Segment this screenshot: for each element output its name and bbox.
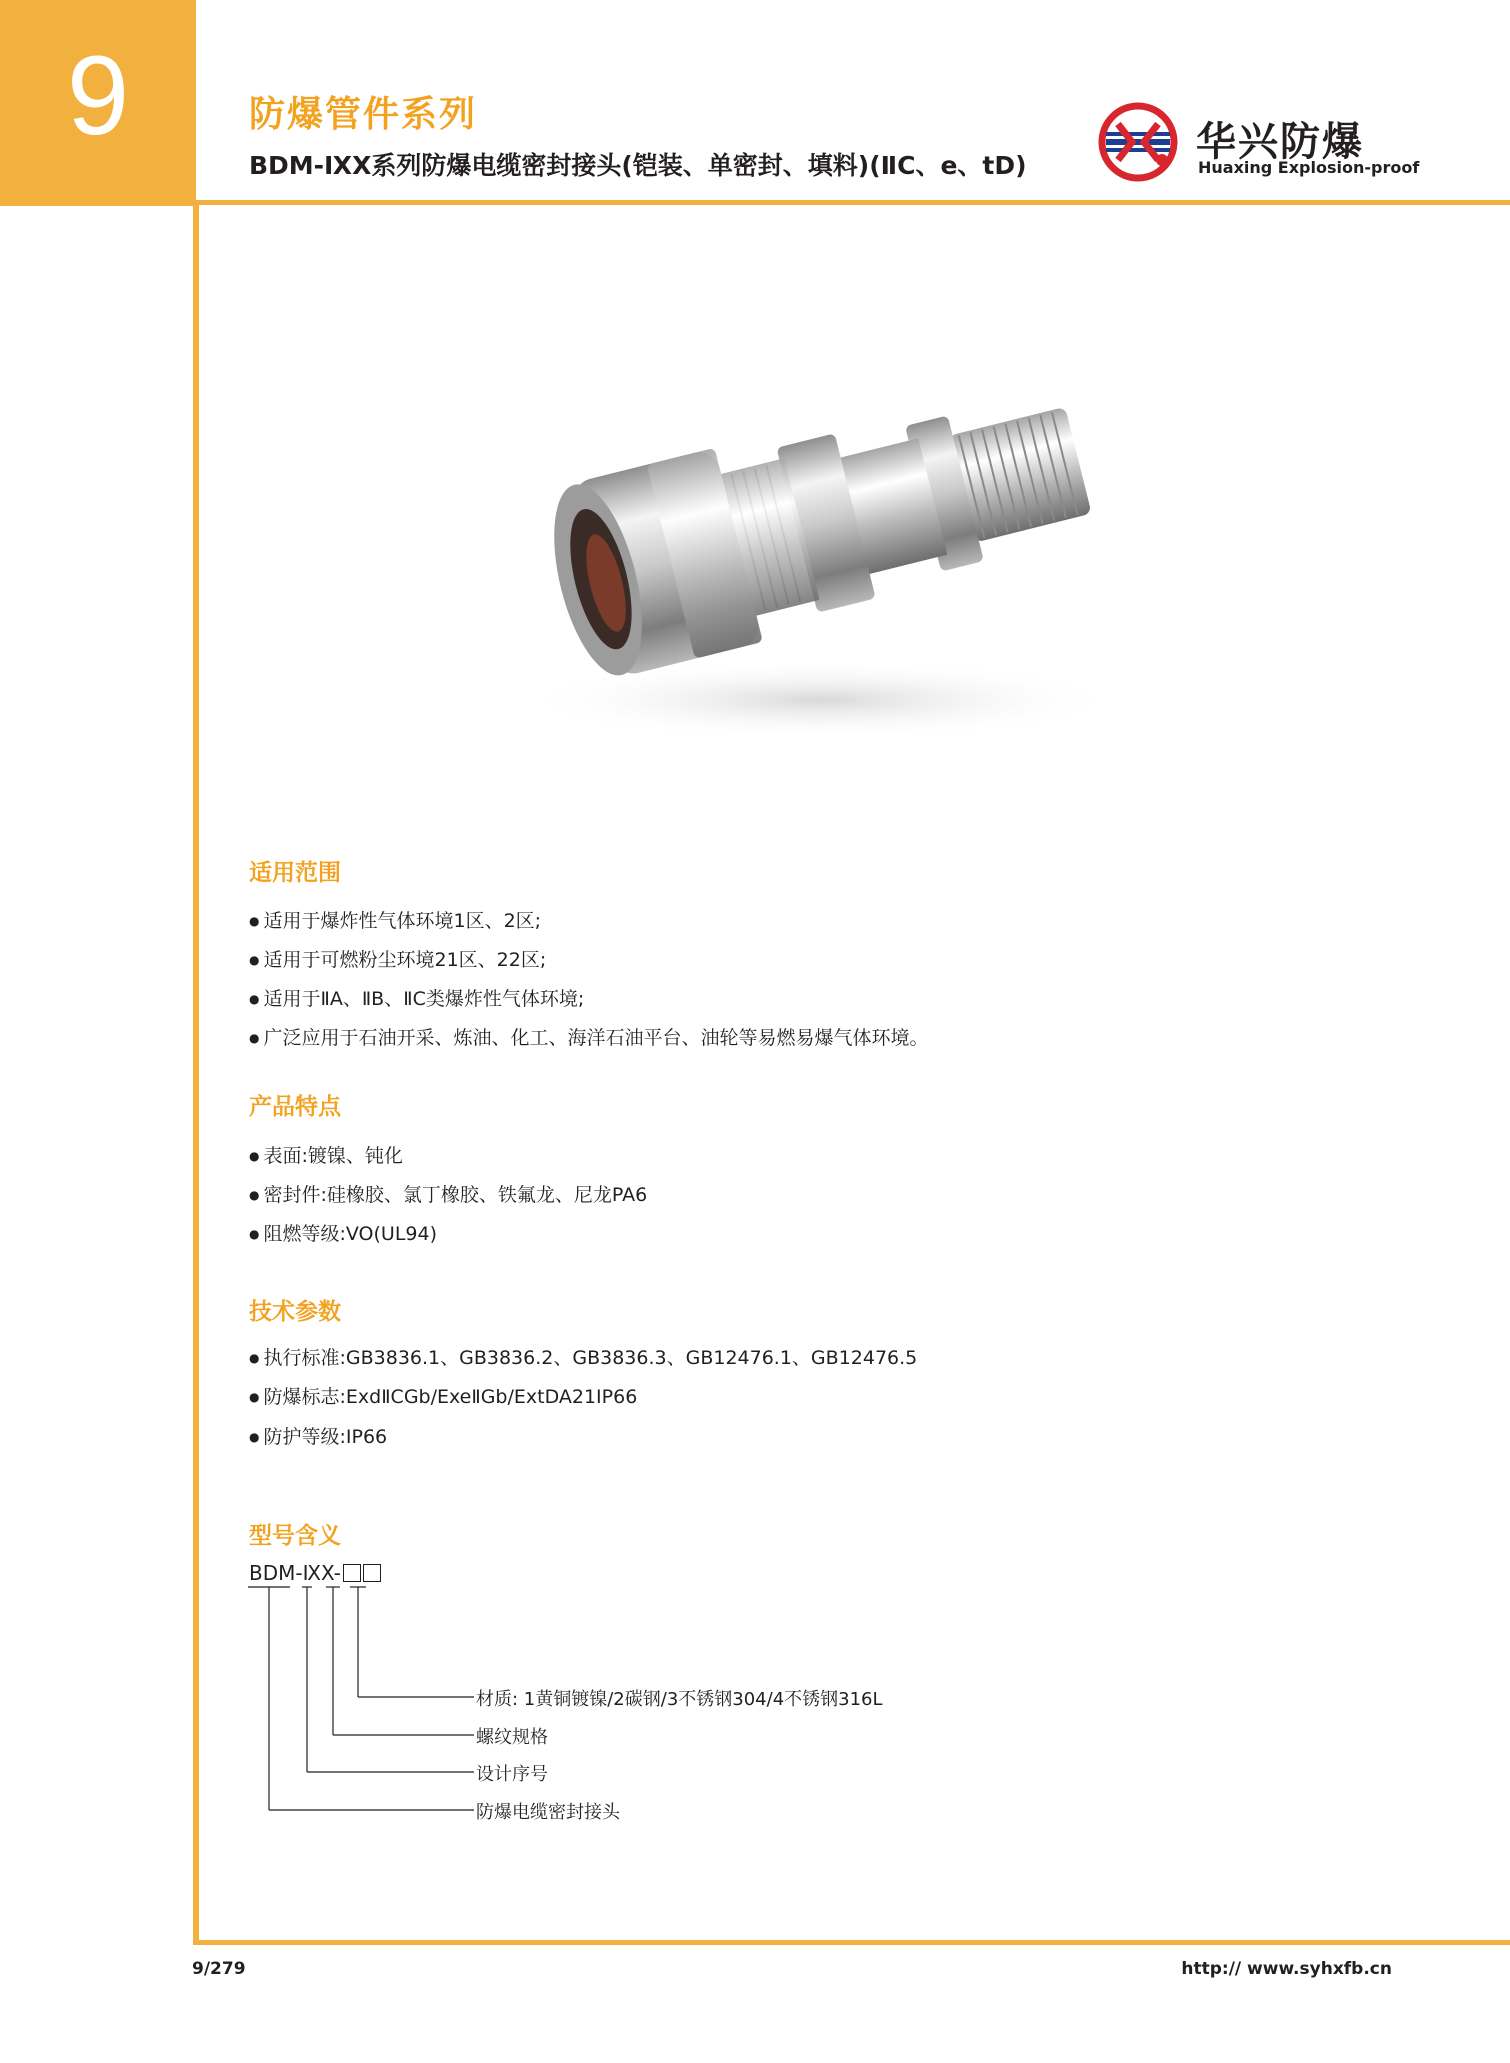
param-item: ● 执行标准:GB3836.1、GB3836.2、GB3836.3、GB12476.1、GB12476.5 — [249, 1343, 917, 1370]
product-title: BDM-ⅨX系列防爆电缆密封接头(铠装、单密封、填料)(ⅡC、e、tD) — [249, 151, 1027, 180]
header-divider — [196, 200, 1510, 205]
footer-divider — [193, 1940, 1510, 1945]
params-heading: 技术参数 — [249, 1299, 341, 1325]
thread-spec-box — [343, 1564, 361, 1582]
logo-chinese-name: 华兴防爆 — [1196, 119, 1364, 165]
legend-design-serial: 设计序号 — [476, 1764, 548, 1785]
legend-material: 材质: 1黄铜镀镍/2碳钢/3不锈钢304/4不锈钢316L — [476, 1689, 883, 1710]
legend-product-name: 防爆电缆密封接头 — [476, 1802, 620, 1823]
material-box — [363, 1564, 381, 1582]
left-rule — [193, 200, 199, 1945]
logo-english-name: Huaxing Explosion-proof — [1198, 158, 1420, 177]
param-item: ● 防护等级:IP66 — [249, 1422, 387, 1449]
feature-item: ● 密封件:硅橡胶、氯丁橡胶、铁氟龙、尼龙PA6 — [249, 1180, 647, 1207]
hx-logo-icon — [1098, 102, 1178, 182]
model-code — [249, 1561, 381, 1585]
product-photo — [500, 320, 1140, 760]
scope-item: ● 适用于可燃粉尘环境21区、22区; — [249, 945, 546, 972]
chapter-number: 9 — [66, 33, 130, 158]
series-title: 防爆管件系列 — [249, 94, 478, 135]
legend-thread-spec: 螺纹规格 — [476, 1727, 548, 1748]
scope-item: ● 广泛应用于石油开采、炼油、化工、海洋石油平台、油轮等易燃易爆气体环境。 — [249, 1023, 929, 1050]
scope-item: ● 适用于ⅡA、ⅡB、ⅡC类爆炸性气体环境; — [249, 984, 584, 1011]
scope-heading: 适用范围 — [249, 860, 341, 886]
model-heading: 型号含义 — [249, 1523, 341, 1549]
website-url: http:// www.syhxfb.cn — [1181, 1959, 1392, 1979]
feature-item: ● 表面:镀镍、钝化 — [249, 1141, 403, 1168]
scope-item: ● 适用于爆炸性气体环境1区、2区; — [249, 906, 541, 933]
model-breakdown-diagram — [240, 1585, 500, 1825]
param-item: ● 防爆标志:ExdⅡCGb/ExeⅡGb/ExtDA21IP66 — [249, 1382, 637, 1409]
brand-logo — [1098, 98, 1420, 188]
page-number: 9/279 — [192, 1959, 246, 1979]
features-heading: 产品特点 — [249, 1094, 341, 1120]
model-code-prefix: BDM-ⅨX- — [249, 1561, 341, 1585]
feature-item: ● 阻燃等级:VO(UL94) — [249, 1219, 437, 1246]
